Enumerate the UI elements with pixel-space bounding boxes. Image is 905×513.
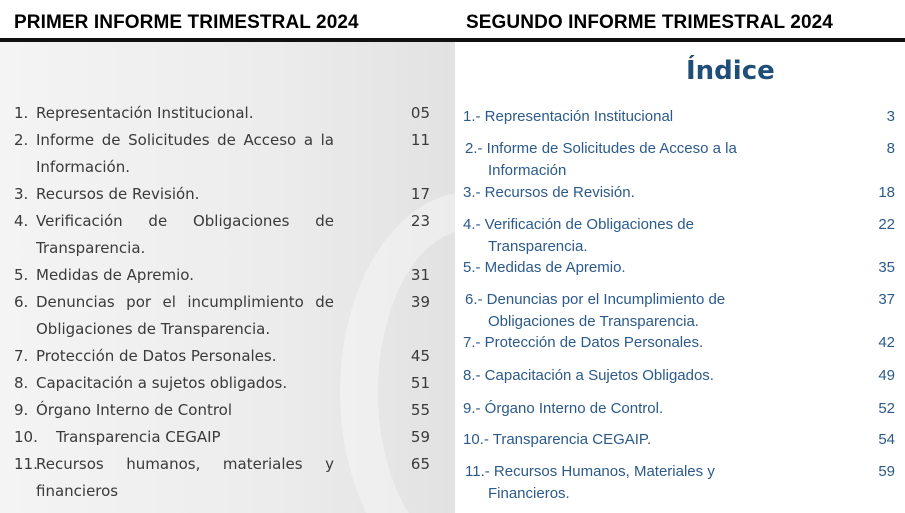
item-page-number: 31: [410, 266, 430, 284]
item-title-line: 2.- Informe de Solicitudes de Acceso a la: [465, 140, 737, 157]
item-title: Verificación de Obligaciones de Transparencia.: [36, 212, 334, 257]
item-title: [463, 106, 783, 128]
item-title-line: 6.- Denuncias por el Incumplimiento de: [465, 291, 726, 308]
item-page-number: 11: [410, 131, 430, 149]
item-page-number: 18: [878, 184, 895, 201]
item-page-number: 37: [878, 291, 895, 308]
item-title: Informe de Solicitudes de Acceso a la Información.: [36, 131, 334, 176]
item-title-continuation: Información: [488, 162, 567, 179]
item-page-number: 8: [886, 140, 895, 157]
item-title: [465, 289, 785, 333]
item-page-number: 65: [410, 455, 430, 473]
second-report-title: SEGUNDO INFORME TRIMESTRAL 2024: [466, 12, 833, 33]
item-title: Transparencia CEGAIP: [56, 428, 221, 446]
item-number: 11.: [14, 455, 38, 473]
item-page-number: 23: [410, 212, 430, 230]
item-title: Recursos humanos, materiales y financieros: [36, 455, 334, 500]
item-page-number: 51: [410, 374, 430, 392]
item-title: [463, 429, 783, 451]
index-heading: Índice: [686, 56, 775, 86]
item-page-number: 54: [878, 431, 895, 448]
item-title: [463, 332, 783, 354]
item-number: 8.: [14, 374, 29, 392]
item-number: 6.: [14, 293, 29, 311]
item-title-continuation: Financieros.: [488, 485, 570, 502]
item-page-number: 22: [878, 216, 895, 233]
background-watermark: [340, 192, 455, 513]
item-title-line: 8.- Capacitación a Sujetos Obligados.: [463, 367, 714, 384]
item-number: 2.: [14, 131, 29, 149]
item-title: [465, 461, 785, 505]
item-page-number: 59: [878, 463, 895, 480]
item-number: 10.: [14, 428, 38, 446]
item-number: 5.: [14, 266, 29, 284]
item-title: [463, 365, 783, 387]
item-page-number: 42: [878, 334, 895, 351]
item-number: 9.: [14, 401, 29, 419]
item-title-continuation: Obligaciones de Transparencia.: [488, 313, 699, 330]
item-page-number: 05: [410, 104, 430, 122]
item-title-line: 11.- Recursos Humanos, Materiales y: [465, 463, 715, 480]
item-page-number: 3: [886, 108, 895, 125]
item-title: [463, 214, 783, 258]
item-title: Recursos de Revisión.: [36, 185, 200, 203]
item-title-line: 9.- Órgano Interno de Control.: [463, 400, 664, 417]
item-page-number: 17: [410, 185, 430, 203]
item-page-number: 35: [878, 259, 895, 276]
item-title: Protección de Datos Personales.: [36, 347, 277, 365]
item-title-continuation: Transparencia.: [488, 238, 588, 255]
item-page-number: 59: [410, 428, 430, 446]
item-title-line: 5.- Medidas de Apremio.: [463, 259, 626, 276]
item-title-line: 3.- Recursos de Revisión.: [463, 184, 635, 201]
item-page-number: 45: [410, 347, 430, 365]
item-title: Órgano Interno de Control: [36, 401, 233, 419]
item-title-line: 7.- Protección de Datos Personales.: [463, 334, 704, 351]
item-page-number: 49: [878, 367, 895, 384]
item-title: [465, 138, 785, 182]
item-page-number: 39: [410, 293, 430, 311]
item-title: [463, 398, 783, 420]
item-title: Medidas de Apremio.: [36, 266, 194, 284]
item-title-line: 1.- Representación Institucional: [463, 108, 674, 125]
item-number: 1.: [14, 104, 29, 122]
item-title-line: 10.- Transparencia CEGAIP.: [463, 431, 652, 448]
item-number: 3.: [14, 185, 29, 203]
item-title-line: 4.- Verificación de Obligaciones de: [463, 216, 694, 233]
item-title: Capacitación a sujetos obligados.: [36, 374, 288, 392]
item-title: [463, 182, 783, 204]
item-title: Representación Institucional.: [36, 104, 254, 122]
item-number: 4.: [14, 212, 29, 230]
item-title: Denuncias por el incumplimiento de Obligaciones de Transparencia.: [36, 293, 334, 338]
item-page-number: 52: [878, 400, 895, 417]
item-page-number: 55: [410, 401, 430, 419]
item-title: [463, 257, 783, 279]
item-number: 7.: [14, 347, 29, 365]
first-report-title: PRIMER INFORME TRIMESTRAL 2024: [14, 12, 359, 33]
